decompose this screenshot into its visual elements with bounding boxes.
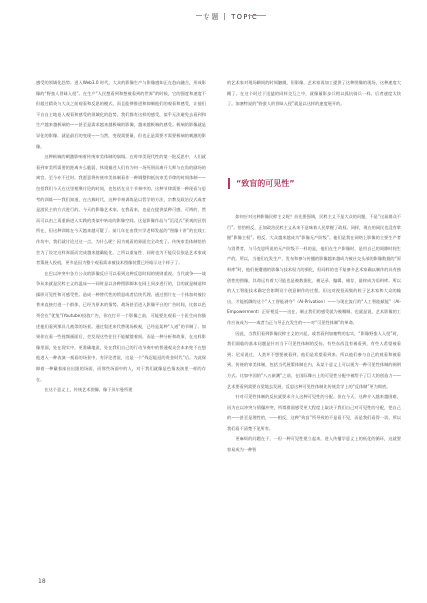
paragraph: 在巴以冲突中各方公众的影像反应可以看到这种反思时间的规则重视。当代战争——战争从来就是民粹主义的温床——同时是以各种图影脚本在网上同步进行的，目的就是制造和操纵可见性和可感受性。造成一种替代性的愤怒或者信快代理。通过图片在一个体加何被拉普来直接打进一个群体，已经为原本的情势。战场甚至进入影像平台的广告时间，比如以色列会在“优兔”(Youtube)投放广告，你在打开一个影像之前，可能要先观看一个医生向你描述他们看到那具儿被杀的场景。通过叙述来代替现场极观，已经是某种“人道”的节制了。如果你在看一些视频画面后，会发现这些往往不能赋镜着间，而是一种分析和故事，在这样影像里面，处在现实中，更准确地说，处在我们自己的行动节奏中的普通观众会本来兜不在想他进入一种表演一观看的场景中，有评论者说，这是一个“残忍能逗的贵金时代”后。为此保障着一种戴着部启出限的场面，而那些场面中的人，对于我们就像是色情表演里一样的存在。 — [36, 270, 206, 382]
header-topic: TOPIC — [231, 13, 259, 21]
paragraph: 针对可见性体制的反抗就要求介入这种可见性的分配。但在今天，这种介入越来越困难，因为在以冲突与情爆冲突，所谓群面感受更大程度上取决于我们自己对可见性的分配，把自己的——甚至是理性的，——相反，这种“致盲”所导致的不是看不见，而是我们看得一切，所以我们看不清楚不见所有。 — [227, 394, 401, 431]
header-rule-right — [248, 15, 266, 16]
header-divider — [224, 13, 225, 20]
paragraph: 如何应对这种影像民粹主义呢？首先要强调，民粹主义不是大众的问题，不是“这届群众不行”。恰恰相反，正如政治民粹主义从来不意味着人民掌握了政权。同样，现在的网民也没有掌握“影像主权”。相反，大众越来越成为“影像无产阶级”。他们是我在网络上影像的主要生产者与消费者，与马克思所说的无产阶级不一样的是，他们在生产影像时，是用自己的间隙时间生产的。所以，当他们在发生产、发布和参与传播的影像越来越成为被社交头部的影像数据的“原料库”时，他们便遭遇的影像与技术权力的驯化，但同样的也不复参多艺术家确以制作的具有独创性的图像，其命运有着大可能也是被数据化、被记录、编辑，储存，最终成为语料库。所以的人工智能技术确定会如期设个创意制作的过程，但这对视投而集的粒子艺术家和大众的输出，才能抵御的这个“人工智能剥夺”（AI-Privation）——与现在流行的“人工智能赋能”（AI-Empowerment）正好相反——这在，制止我们的感受就为被哪制。也就是说，艺术影像的工作应该成为——或者当正与导正在发生的——对“可见性体制”的革命。 — [227, 214, 401, 325]
section-heading: “致盲的可见性” — [236, 179, 295, 188]
paragraph: 感受的领域化趋势。进入Web3.0 时代，大众的影像生产与影像感知正在趋向融合，形成影像的“野蛮人冒昧入侵”。在生产“人民想看到和想被看到的世界”的时候，它的强度和速度不但超过精英与大众之前观看和反思的模式，而且能够推进和抑制他们的观看和感受，让他们不自自主地卷入观看和感受的领域化的趋势。我们都有这样的感受，似乎无法避免去看到和生产越来越极端的——甚至是需求越来越极端的影像，越来越极端的感受。极端的影像就是异化的影像，就是最后的变现——当然，变现需要量，但也正是需要才需要极端的刺激的影像。 — [36, 80, 206, 149]
right-column-top — [227, 78, 401, 164]
right-column-bottom — [227, 212, 401, 567]
paragraph: 因此，当我们看到影像民粹主义的兴起，或者看到加塞特的忠实，“影像野蛮人入侵”时，我们面临的基本问题是针对当下可见性体制的反抗。有些东西没有被看到，有些人希望被看到；尼采说过，人类并不想要被看到，他们是希望看到来。所以他们参与自己的观看和被看到。传统的审美体制，包括当代展策体制在内，从某个意义上可以视为一种可见性体制的阐明方式。比如中国的“八五新潮”之前，在国际舞台上的可见性分配中被给予了巨大的创造力——艺术要看到需要自觉地去发展，反思这种可见性体制比传统美学上的“反体制”更为彻底。 — [227, 330, 401, 389]
header-label — [203, 11, 258, 21]
page-header — [0, 0, 427, 26]
paragraph: 这种极端的刺激影响着传统审美体制的崩塌。在时审美现代性的第一批反思中，人们就看到审美所需要的距离多么脆弱，休谟描述人们有为何一场死刑而离开大师与在角的剧场的离宫，至今亦不过时。我愿意将传统审美体制看作一种调整和抵抗审美节律的时间体制——包括我们今天在这里相聚讨论的时间，也包括在这个节奏中的。这种节律需要一种现看与思考的训练——我们知道，在古典时代，这种节奏训练是以哲学的方法，宗教及政治仪式或者是游民主的方式进行的。今天的影像艺术家，在我看来，也是在提供某种可感、可辨的、然而可以由之再重新进入实践的类似中转站的影像空间。这是影像作品与“沉浸式”景观的区别所在，但这种训练在今天越来越可疑了。前几年在由我兴学老师发起的“图像十讲”的在线工作坊中，我们就讨论过这一点，为什么呢？因为观看的界面完全改变了。传统审美体制恰恰会为了设定这样界面而完成越来越确能化、之所以重复性、同时也为不能仅仅依是艺术家或者策展人投机，更多是因为整个观看需求被技术图像装置已经暗示这个样子了。 — [36, 154, 206, 266]
header-rule-left — [196, 15, 202, 16]
paragraph: 更麻烦的问题在于，一但一种可见性建立起来，进入传播学意义上的低化的循环，这就要容易成为一种智 — [227, 436, 401, 453]
header-section: 专 题 — [203, 13, 219, 21]
left-column — [36, 78, 206, 566]
paragraph: 的艺术家对现场瞬间的时间触摸，但影像，艺术家再加工提供了这种图像的现场，这种速度大概了。在这个时过于迅猛的同样交互之中，就像量影步兵相以孤抗骑兵一样。后者速度太快了。加塞特说的“野蛮人的冒昧入侵”就是以这样的速度展开的。 — [227, 80, 401, 107]
paragraph: 在这个意义上，传统艺术图像，像于贝尔曼所建 — [44, 387, 133, 393]
page-number: 18 — [38, 578, 46, 585]
